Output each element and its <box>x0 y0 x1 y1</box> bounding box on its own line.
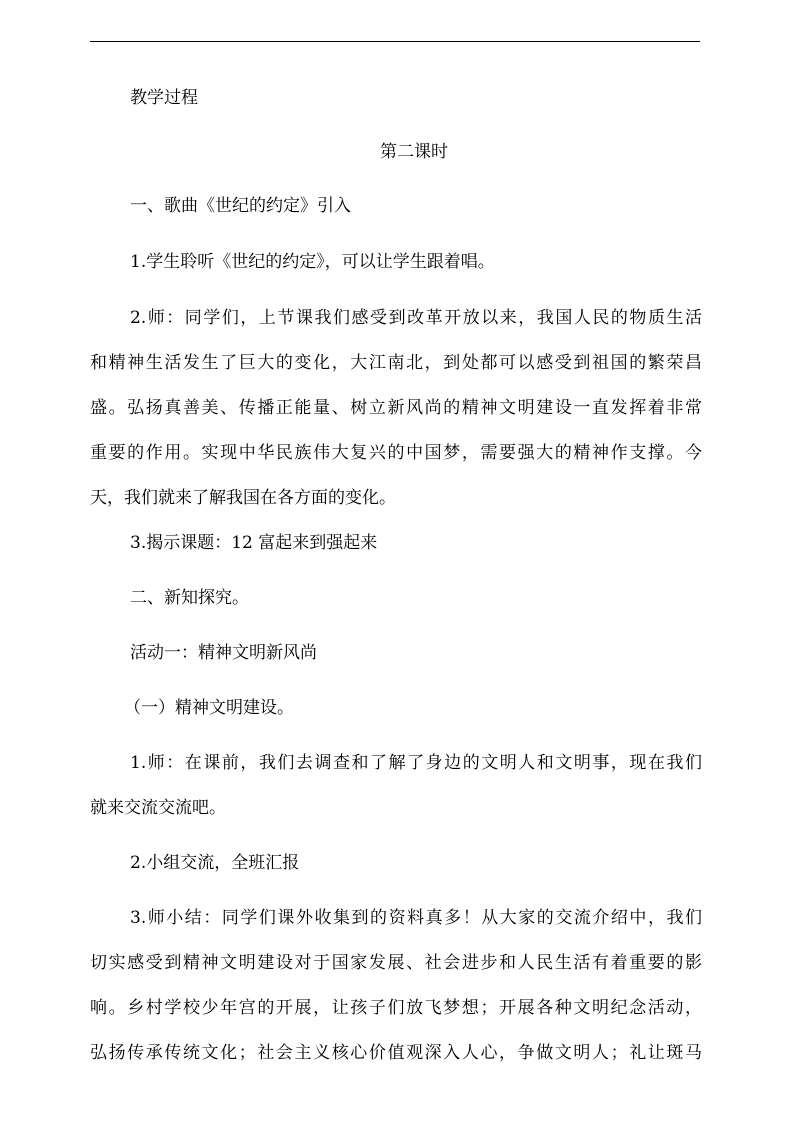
paragraph-2-line-2: 和精神生活发生了巨大的变化，大江南北，到处都可以感受到祖国的繁荣昌 <box>90 353 702 373</box>
paragraph-2-line-3: 盛。弘扬真善美、传播正能量、树立新风尚的精神文明建设一直发挥着非常 <box>90 398 702 418</box>
section-heading: 教学过程 <box>130 88 198 108</box>
lesson-title: 第二课时 <box>380 142 448 162</box>
activity1-title: 活动一：精神文明新风尚 <box>130 643 317 663</box>
paragraph-3: 3.揭示课题：12 富起来到强起来 <box>130 533 378 553</box>
paragraph-2-line-1: 2.师：同学们，上节课我们感受到改革开放以来，我国人民的物质生活 <box>130 308 702 328</box>
activity-paragraph-3-line-3: 响。乡村学校少年宫的开展，让孩子们放飞梦想；开展各种文明纪念活动， <box>90 998 702 1018</box>
section1-title: 一、歌曲《世纪的约定》引入 <box>130 196 351 216</box>
section2-title: 二、新知探究。 <box>130 588 249 608</box>
activity-paragraph-3-line-1: 3.师小结：同学们课外收集到的资料真多！从大家的交流介绍中，我们 <box>130 908 702 928</box>
subsection1-title: （一）精神文明建设。 <box>124 698 294 718</box>
activity-paragraph-2: 2.小组交流，全班汇报 <box>130 853 300 873</box>
activity-paragraph-1-line-1: 1.师：在课前，我们去调查和了解了身边的文明人和文明事，现在我们 <box>130 753 702 773</box>
paragraph-1: 1.学生聆听《世纪的约定》，可以让学生跟着唱。 <box>130 252 495 272</box>
activity-paragraph-3-line-2: 切实感受到精神文明建设对于国家发展、社会进步和人民生活有着重要的影 <box>90 953 702 973</box>
paragraph-2-line-4: 重要的作用。实现中华民族伟大复兴的中国梦，需要强大的精神作支撑。今 <box>90 443 702 463</box>
activity-paragraph-1-line-2: 就来交流交流吧。 <box>90 798 226 818</box>
paragraph-2-line-5: 天，我们就来了解我国在各方面的变化。 <box>90 488 396 508</box>
header-rule <box>90 41 700 42</box>
activity-paragraph-3-line-4: 弘扬传承传统文化；社会主义核心价值观深入人心，争做文明人；礼让斑马 <box>90 1043 702 1063</box>
